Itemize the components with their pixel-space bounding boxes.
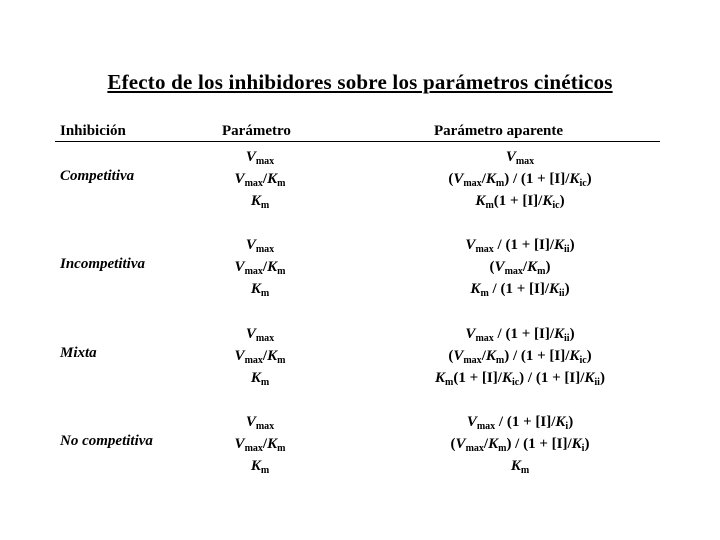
parameter-cell: $K_m$ — [250, 370, 270, 388]
apparent-parameter-cell: $K_m(1 + [I]/K_{ic}) / (1 + [I]/K_{ii})$ — [435, 370, 605, 388]
inhibition-group — [0, 234, 720, 300]
apparent-parameter-cell: $V_{max}$ — [505, 149, 535, 167]
parameter-cell: $K_m$ — [250, 193, 270, 211]
apparent-parameter-cell: $K_m$ — [510, 458, 530, 476]
slide-title: Efecto de los inhibidores sobre los parámetros cinéticos — [107, 70, 613, 94]
parameter-cell: $V_{max}$ — [245, 149, 275, 167]
parameter-cell: $V_{max}/K_m$ — [234, 436, 286, 454]
apparent-parameter-cell: $V_{max} / (1 + [I]/K_{ii})$ — [465, 237, 575, 255]
inhibition-group — [0, 146, 720, 212]
header-inhibition: Inhibición — [60, 123, 126, 139]
apparent-parameter-cell: $(V_{max}/K_m) / (1 + [I]/K_{ic})$ — [448, 348, 592, 366]
header-parameter: Parámetro — [222, 123, 291, 139]
inhibition-group — [0, 411, 720, 477]
inhibition-type-label: Incompetitiva — [60, 256, 145, 272]
apparent-parameter-cell: $V_{max} / (1 + [I]/K_{ii})$ — [465, 326, 575, 344]
header-divider — [55, 141, 660, 142]
inhibition-type-label: Competitiva — [60, 168, 135, 184]
apparent-parameter-cell: $V_{max} / (1 + [I]/K_i)$ — [466, 414, 574, 432]
parameter-cell: $V_{max}/K_m$ — [234, 171, 286, 189]
parameter-cell: $V_{max}/K_m$ — [234, 259, 286, 277]
inhibition-type-label: Mixta — [60, 345, 97, 361]
parameter-cell: $V_{max}$ — [245, 414, 275, 432]
parameter-cell: $V_{max}/K_m$ — [234, 348, 286, 366]
apparent-parameter-cell: $K_m / (1 + [I]/K_{ii})$ — [470, 281, 570, 299]
apparent-parameter-cell: $K_m(1 + [I]/K_{ic})$ — [475, 193, 565, 211]
apparent-parameter-cell: $(V_{max}/K_m) / (1 + [I]/K_{ic})$ — [448, 171, 592, 189]
parameter-cell: $V_{max}$ — [245, 237, 275, 255]
inhibition-group — [0, 323, 720, 389]
parameter-cell: $K_m$ — [250, 281, 270, 299]
apparent-parameter-cell: $(V_{max}/K_m) / (1 + [I]/K_i)$ — [450, 436, 590, 454]
apparent-parameter-cell: $(V_{max}/K_m)$ — [489, 259, 551, 277]
inhibition-type-label: No competitiva — [60, 433, 153, 449]
parameter-cell: $K_m$ — [250, 458, 270, 476]
header-apparent-parameter: Parámetro aparente — [434, 123, 563, 139]
parameter-cell: $V_{max}$ — [245, 326, 275, 344]
